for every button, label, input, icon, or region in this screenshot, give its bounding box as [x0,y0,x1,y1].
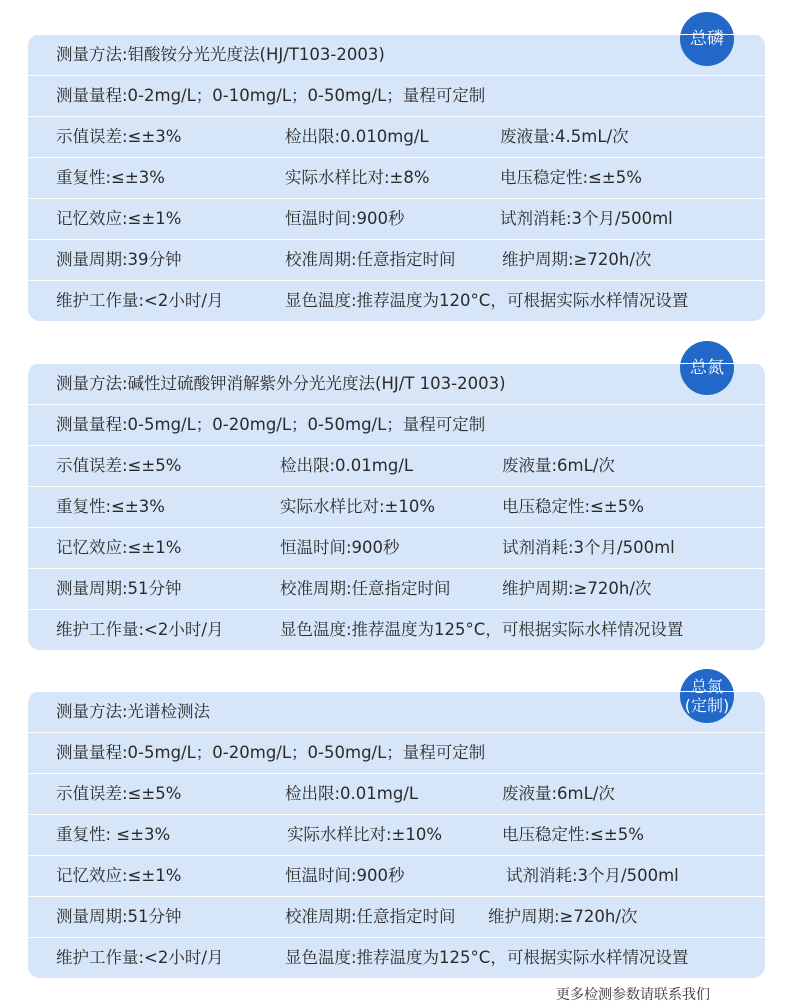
spec-cell: 测量周期:51分钟 [56,579,182,598]
spec-cell: 重复性:≤±3% [56,497,165,516]
spec-row [28,363,765,404]
spec-cell: 电压稳定性:≤±5% [502,825,644,844]
spec-cell: 测量量程:0-2mg/L；0-10mg/L；0-50mg/L；量程可定制 [56,86,486,105]
spec-cell: 维护工作量:<2小时/月 [56,291,224,310]
spec-cell: 测量周期:51分钟 [56,907,182,926]
spec-row [28,239,765,280]
spec-cell: 显色温度:推荐温度为120°C，可根据实际水样情况设置 [285,291,689,310]
spec-row [28,34,765,75]
spec-cell: 实际水样比对:±10% [280,497,436,516]
badge-label: 总磷 [690,28,724,49]
spec-cell: 恒温时间:900秒 [285,209,405,228]
spec-row [28,527,765,568]
footer-note: 更多检测参数请联系我们 [556,987,710,1003]
badge-label: 总氮 [690,357,724,378]
spec-row [28,609,765,650]
spec-cell: 试剂消耗:3个月/500ml [506,866,679,885]
spec-cell: 实际水样比对:±8% [285,168,430,187]
spec-row [28,732,765,773]
spec-row [28,198,765,239]
spec-cell: 显色温度:推荐温度为125°C，可根据实际水样情况设置 [280,620,684,639]
spec-cell: 维护工作量:<2小时/月 [56,948,224,967]
spec-cell: 校准周期:任意指定时间 [285,907,456,926]
spec-cell: 废液量:4.5mL/次 [500,127,629,146]
spec-row [28,896,765,937]
spec-cell: 记忆效应:≤±1% [56,209,182,228]
spec-row [28,116,765,157]
spec-cell: 试剂消耗:3个月/500ml [500,209,673,228]
badge-sublabel: (定制) [684,696,730,715]
spec-cell: 测量方法:光谱检测法 [56,702,211,721]
spec-cell: 重复性:≤±3% [56,168,165,187]
spec-cell: 恒温时间:900秒 [285,866,405,885]
spec-cell: 恒温时间:900秒 [280,538,400,557]
spec-cell: 示值误差:≤±5% [56,784,182,803]
spec-cell: 测量方法:钼酸铵分光光度法(HJ/T103-2003) [56,45,385,64]
spec-card-total-phosphorus [28,28,765,321]
spec-cell: 校准周期:任意指定时间 [280,579,451,598]
spec-cell: 电压稳定性:≤±5% [502,497,644,516]
spec-cell: 检出限:0.010mg/L [285,127,429,146]
spec-row [28,773,765,814]
spec-cell: 测量周期:39分钟 [56,250,182,269]
spec-cell: 实际水样比对:±10% [287,825,443,844]
spec-row [28,157,765,198]
spec-card-total-nitrogen-custom [28,677,765,978]
spec-cell: 示值误差:≤±3% [56,127,182,146]
spec-cell: 检出限:0.01mg/L [285,784,419,803]
spec-cell: 示值误差:≤±5% [56,456,182,475]
spec-row [28,814,765,855]
spec-cell: 显色温度:推荐温度为125°C，可根据实际水样情况设置 [285,948,689,967]
spec-row [28,75,765,116]
spec-cell: 测量量程:0-5mg/L；0-20mg/L；0-50mg/L；量程可定制 [56,415,486,434]
spec-cell: 维护周期:≥720h/次 [502,250,652,269]
spec-cell: 电压稳定性:≤±5% [500,168,642,187]
spec-card-total-nitrogen [28,357,765,650]
spec-cell: 废液量:6mL/次 [502,456,615,475]
spec-cell: 维护周期:≥720h/次 [488,907,638,926]
badge-label: 总氮 [690,677,723,696]
spec-cell: 试剂消耗:3个月/500ml [502,538,675,557]
spec-cell: 维护工作量:<2小时/月 [56,620,224,639]
spec-cell: 测量方法:碱性过硫酸钾消解紫外分光光度法(HJ/T 103-2003) [56,374,506,393]
spec-row [28,404,765,445]
spec-cell: 维护周期:≥720h/次 [502,579,652,598]
spec-row [28,937,765,978]
spec-cell: 重复性: ≤±3% [56,825,171,844]
spec-cell: 废液量:6mL/次 [502,784,615,803]
spec-row [28,445,765,486]
spec-cell: 测量量程:0-5mg/L；0-20mg/L；0-50mg/L；量程可定制 [56,743,486,762]
spec-row [28,280,765,321]
spec-row [28,855,765,896]
spec-cell: 校准周期:任意指定时间 [285,250,456,269]
spec-cell: 记忆效应:≤±1% [56,538,182,557]
spec-cell: 检出限:0.01mg/L [280,456,414,475]
spec-row [28,568,765,609]
spec-cell: 记忆效应:≤±1% [56,866,182,885]
spec-row [28,691,765,732]
spec-row [28,486,765,527]
